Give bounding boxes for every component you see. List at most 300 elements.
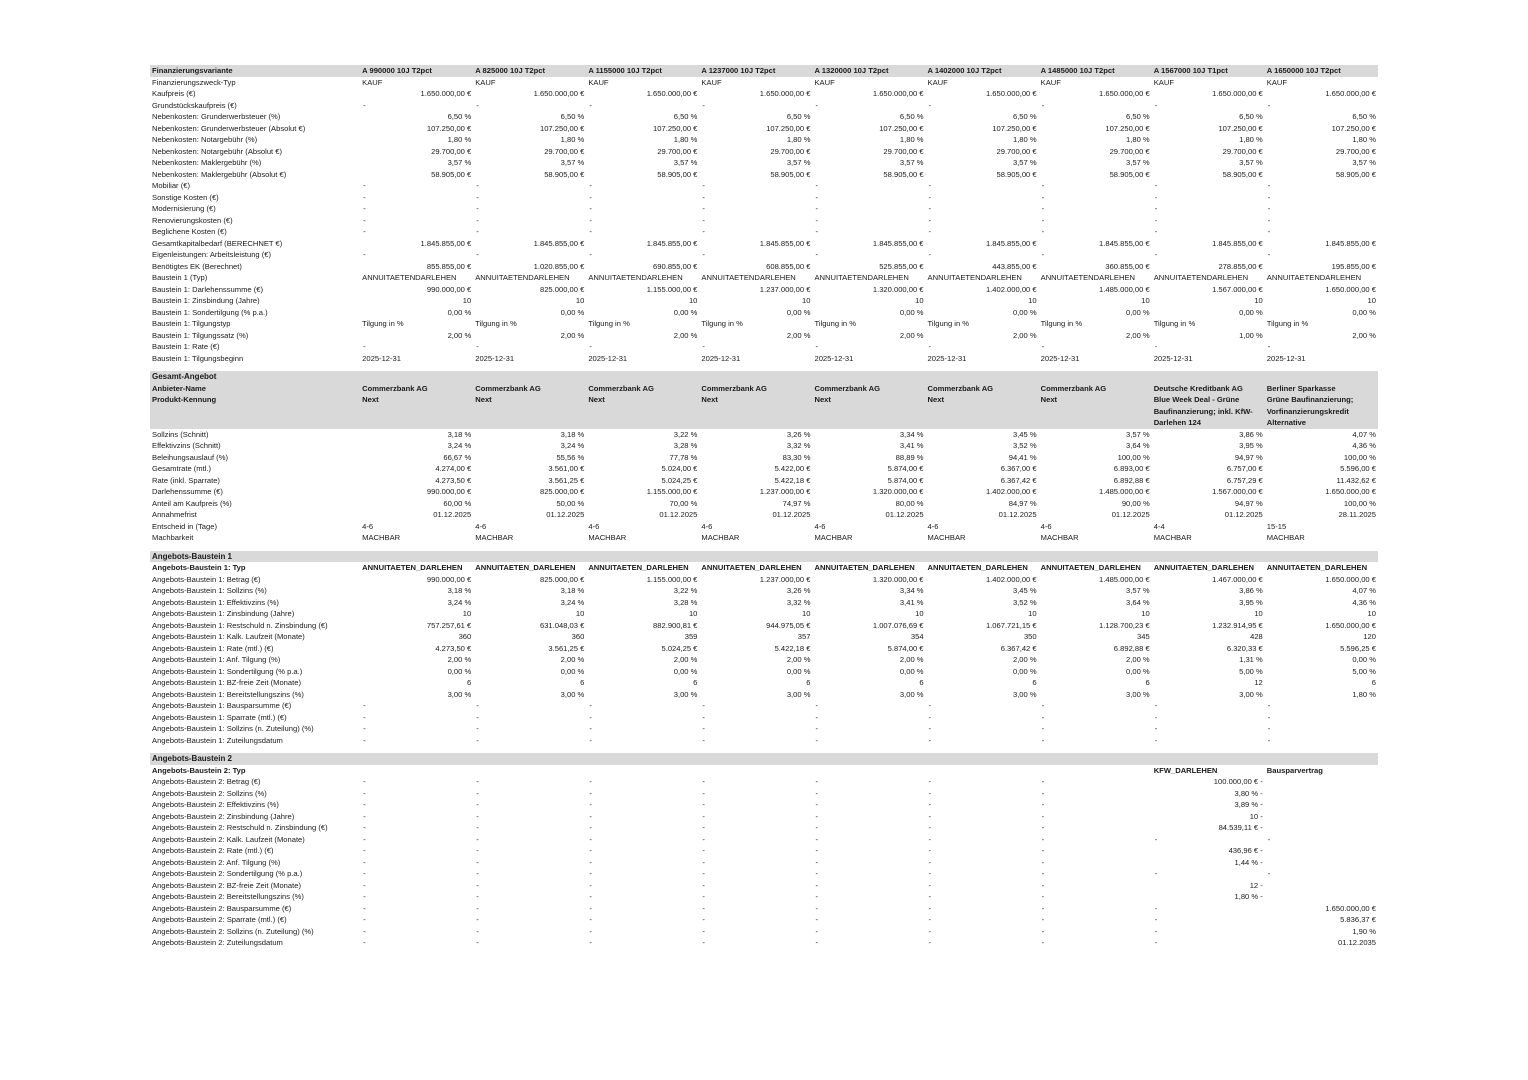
value-cell: 70,00 % [669,498,698,508]
component-row [150,926,1378,938]
value-cell: - [476,823,479,832]
value-cell: - [815,880,818,890]
value-cell: 5.836,37 € [1340,915,1376,924]
value-cell: - [363,181,366,190]
value-cell: - [476,342,479,351]
variant-name: A 1650000 10J T2pct [1265,65,1378,77]
value-cell: 3,89 % - [1234,800,1263,809]
value-cell: 1,80 % [447,135,472,144]
spacer-cell [926,746,1039,753]
value-cell: - [928,869,932,878]
component-row [150,677,1378,689]
value-cell: - [815,777,818,786]
value-cell: KAUF [1040,77,1061,87]
component-row [150,585,1378,597]
value-cell: ANNUITAETENDARLEHEN [588,273,683,282]
component-row [150,822,1378,834]
value-cell: 1.650.000,00 € [646,89,698,98]
value-cell: 1,80 % [1239,135,1263,144]
component-row [150,700,1378,712]
value-cell: 80,00 % [895,498,924,508]
value-cell: 1.320.000,00 € [872,284,924,294]
provider-name: Commerzbank AG [927,383,994,393]
value-cell: - [1267,735,1271,745]
value-cell: - [1154,869,1158,878]
value-cell: 0,00 % [1126,307,1150,317]
value-cell: 107.250,00 € [653,123,698,133]
value-cell: - [589,712,592,722]
value-cell: 1.155.000,00 € [646,487,698,496]
value-cell: - [1267,181,1271,190]
value-cell: - [476,735,479,745]
value-cell: - [1041,181,1045,190]
row-label: Darlehenssumme (€) [152,487,223,496]
value-cell: 5.596,00 € [1340,464,1376,473]
component-row [150,868,1378,880]
value-cell: - [363,215,366,225]
row-label: Angebots-Baustein 2: Bausparsumme (€) [152,903,292,913]
comparison-table [150,65,1378,949]
value-cell: - [1041,735,1045,745]
value-cell: - [928,903,932,913]
value-cell: ANNUITAETENDARLEHEN [1040,273,1135,282]
value-cell: - [928,724,932,733]
value-cell: 10 [802,609,811,618]
row-label: Nebenkosten: Notargebühr (%) [152,135,258,144]
value-cell: 3,57 % [1126,586,1150,595]
value-cell: 0,00 % [1352,655,1376,664]
row-label: Baustein 1 (Typ) [152,273,208,282]
value-cell: 94,97 % [1234,498,1263,508]
value-cell: - [589,777,592,786]
provider-name: Commerzbank AG [588,383,654,393]
value-cell: - [1041,846,1045,855]
row-label: Sollzins (Schnitt) [152,429,209,439]
value-cell: - [815,915,818,924]
header-label: Finanzierungsvariante [150,65,360,77]
value-cell: - [363,926,366,936]
value-cell: 3,57 % [899,158,924,167]
value-cell: 1.845.855,00 € [1212,238,1263,248]
component-row [150,891,1378,903]
section-fill [812,753,925,765]
input-row [150,272,1378,284]
spacer-cell [150,746,360,753]
value-cell: 0,00 % [447,666,472,676]
value-cell: - [1041,227,1045,236]
value-cell: 4-6 [701,521,713,531]
section-fill [473,551,586,563]
value-cell: 4-6 [475,521,487,531]
value-cell: 29.700,00 € [431,146,472,156]
value-cell: - [589,100,592,110]
value-cell: KAUF [1153,77,1174,87]
value-cell: - [1267,192,1271,202]
section-title-row [150,551,1378,563]
input-row [150,192,1378,204]
value-cell: - [1041,192,1045,202]
value-cell: 1,80 % [899,135,924,144]
value-cell: 1.650.000,00 € [872,89,924,98]
value-cell: - [702,204,705,213]
value-cell: 3,64 % [1126,441,1150,450]
value-cell: 3,24 % [560,597,585,607]
section-fill [360,753,473,765]
value-cell: 631.048,03 € [539,620,585,630]
spacer-cell [699,746,812,753]
value-cell: - [476,846,479,855]
spacer-cell [150,364,360,371]
value-cell: - [363,227,366,236]
value-cell: - [1041,250,1045,259]
row-label: Angebots-Baustein 1: Rate (mtl.) (€) [152,643,274,653]
value-cell: 2025-12-31 [362,353,402,363]
value-cell: 01.12.2025 [998,510,1037,519]
value-cell: - [1041,857,1045,867]
value-cell: 107.250,00 € [426,123,472,133]
value-cell: 2,00 % [899,330,924,340]
value-cell: 5.874,00 € [887,643,924,653]
value-cell: 3,34 % [899,429,924,439]
value-cell: - [1041,869,1045,878]
value-cell: 345 [1137,632,1150,641]
value-cell: - [1041,892,1045,901]
value-cell: 757.257,61 € [426,620,472,630]
value-cell: 2025-12-31 [588,353,628,363]
value-cell: Tilgung in % [1266,319,1309,328]
value-cell: - [589,938,592,947]
row-label: Angebots-Baustein 1: Sparrate (mtl.) (€) [152,712,287,722]
input-row [150,123,1378,135]
spacer-cell [360,364,473,371]
value-cell: - [702,215,705,225]
type-value: ANNUITAETEN_DARLEHEN [1153,563,1254,572]
value-cell: - [476,869,479,878]
spacer-row [150,364,1378,371]
value-cell [1265,845,1378,857]
provider-cell [926,383,1039,429]
value-cell: - [815,342,818,351]
value-cell: 58.905,00 € [431,169,472,179]
value-cell: 29.700,00 € [770,146,811,156]
row-label: Finanzierungszweck-Typ [152,77,236,87]
value-cell: 3,57 % [1126,158,1150,167]
value-cell [1265,880,1378,892]
value-cell: 3,57 % [1126,429,1150,439]
value-cell: 1.650.000,00 € [985,89,1037,98]
row-label: Nebenkosten: Maklergebühr (Absolut €) [152,169,287,179]
financing-comparison-sheet [150,65,1378,949]
value-cell: - [1041,903,1045,913]
value-cell: - [815,823,818,832]
section-fill [586,753,699,765]
value-cell: - [928,100,932,110]
value-cell: 107.250,00 € [1331,123,1376,133]
value-cell: 1.467.000,00 € [1212,574,1263,584]
value-cell: 4-6 [927,521,939,531]
offer-row [150,452,1378,464]
provider-labels [150,383,360,429]
value-cell: 4.273,50 € [435,643,472,653]
value-cell: 1.485.000,00 € [1099,487,1150,496]
row-label: Nebenkosten: Grunderwerbsteuer (Absolut €) [152,123,306,133]
section-title: Angebots-Baustein 2 [150,753,360,765]
component-row [150,845,1378,857]
value-cell: 2,00 % [447,330,472,340]
value-cell: 12 [1254,678,1263,687]
offer-row [150,475,1378,487]
component-row [150,834,1378,846]
input-row [150,284,1378,296]
row-label: Angebots-Baustein 1: Bereitstellungszins (%) [152,689,304,699]
value-cell: 6,50 % [1012,112,1037,121]
value-cell: - [589,724,592,733]
value-cell: - [363,777,366,786]
product-name: Next [701,395,718,404]
row-label: Kaufpreis (€) [152,89,196,98]
value-cell: 443.855,00 € [992,261,1037,271]
value-cell: 5.874,00 € [887,464,924,473]
value-cell: - [589,204,592,213]
value-cell: 5.024,00 € [661,464,698,473]
value-cell: - [702,181,705,190]
row-label: Angebots-Baustein 2: Zuteilungsdatum [152,938,283,947]
value-cell: 1.845.855,00 € [759,238,811,248]
value-cell: 3,45 % [1012,429,1037,439]
value-cell: MACHBAR [475,533,514,542]
value-cell: - [363,880,366,890]
input-row [150,215,1378,227]
row-label: Angebots-Baustein 1: BZ-freie Zeit (Monate) [152,678,301,687]
value-cell: 3,00 % [560,689,585,699]
input-row [150,307,1378,319]
value-cell: 2025-12-31 [814,353,854,363]
value-cell: 1.650.000,00 € [1325,903,1376,913]
value-cell: - [476,712,479,722]
value-cell: ANNUITAETENDARLEHEN [927,273,1022,282]
value-cell: - [363,892,366,901]
product-name: Next [1040,395,1058,404]
value-cell: 1,80 % [673,135,698,144]
product-name: Next [588,395,605,404]
value-cell: 0,00 % [673,666,698,676]
value-cell: 6.757,00 € [1226,464,1263,473]
spacer-cell [473,364,586,371]
component-row [150,914,1378,926]
value-cell: 0,00 % [447,307,472,317]
value-cell: 10 [575,296,585,305]
value-cell: - [815,938,818,947]
provider-name: Deutsche Kreditbank AG [1153,383,1243,393]
provider-name: Commerzbank AG [814,383,881,393]
value-cell: 58.905,00 € [657,169,698,179]
value-cell: 66,67 % [443,452,472,462]
value-cell: 1.650.000,00 € [1325,620,1376,630]
value-cell: 3.561,25 € [548,475,585,485]
value-cell: 107.250,00 € [766,123,811,133]
value-cell: 10 [1254,296,1263,305]
value-cell: - [1154,342,1158,351]
value-cell: 0,00 % [1352,307,1376,317]
row-label: Angebots-Baustein 2: Effektivzins (%) [152,800,279,809]
value-cell: - [589,227,592,236]
provider-name: Berliner Sparkasse [1266,383,1336,393]
spacer-cell [1152,544,1265,551]
row-label: Nebenkosten: Maklergebühr (%) [152,158,262,167]
value-cell: - [1267,215,1271,225]
product-name: Blue Week Deal - Grüne Baufinanzierung; inkl. KfW-Darlehen 124 [1153,395,1253,427]
row-label: Sonstige Kosten (€) [152,192,219,202]
component-row [150,735,1378,747]
value-cell: Tilgung in % [588,319,630,328]
value-cell: 436,96 € - [1228,846,1263,855]
value-cell: - [476,915,479,924]
value-cell: - [589,342,592,351]
type-value [360,765,473,777]
value-cell: 3,32 % [786,597,811,607]
input-row [150,100,1378,112]
component-row [150,857,1378,869]
component-row [150,654,1378,666]
row-label: Angebots-Baustein 1: Sollzins (n. Zuteilung) (%) [152,724,314,733]
value-cell: 1.020.855,00 € [533,261,585,271]
value-cell: - [928,701,932,710]
value-cell: 1.155.000,00 € [646,284,698,294]
value-cell: - [589,903,592,913]
value-cell: - [363,938,366,947]
component-row [150,712,1378,724]
input-row [150,146,1378,158]
value-cell: 0,00 % [1126,666,1150,676]
value-cell: 2,00 % [447,655,472,664]
variant-header-row [150,65,1378,77]
spacer-cell [1265,746,1378,753]
value-cell: 83,30 % [782,452,811,462]
value-cell: 3,80 % - [1234,788,1263,798]
value-cell: - [1041,724,1045,733]
value-cell: - [702,800,705,809]
provider-name: Commerzbank AG [362,383,428,393]
provider-name: Commerzbank AG [475,383,541,393]
value-cell: Tilgung in % [362,319,404,328]
type-value: ANNUITAETEN_DARLEHEN [1266,563,1368,572]
value-cell: - [589,926,592,936]
value-cell: 5.024,25 € [661,643,698,653]
value-cell: - [815,892,818,901]
variant-name: A 1402000 10J T2pct [926,65,1039,77]
spacer-cell [1039,746,1152,753]
value-cell: - [363,788,366,798]
value-cell: 1.320.000,00 € [872,487,924,496]
value-cell: 1.128.700,23 € [1099,620,1150,630]
value-cell: 10 [688,296,698,305]
value-cell: 944.975,05 € [766,620,811,630]
value-cell: 990.000,00 € [426,574,472,584]
value-cell: 6,50 % [560,112,585,121]
value-cell: KAUF [1266,77,1288,87]
row-label: Eigenleistungen: Arbeitsleistung (€) [152,250,272,259]
value-cell: - [815,701,818,710]
value-cell: 107.250,00 € [879,123,924,133]
value-cell: 0,00 % [673,307,698,317]
component-row [150,723,1378,735]
value-cell: - [1041,926,1045,936]
component-row [150,666,1378,678]
variant-name: A 1485000 10J T2pct [1039,65,1152,77]
value-cell: - [1041,788,1045,798]
value-cell: 3,24 % [560,441,585,450]
spacer-cell [812,746,925,753]
value-cell: 0,00 % [560,666,585,676]
type-value: ANNUITAETEN_DARLEHEN [814,563,915,572]
value-cell: 1.567.000,00 € [1212,487,1263,496]
section-fill [1039,551,1152,563]
value-cell: - [363,903,366,913]
value-cell: 94,97 % [1234,452,1263,462]
value-cell: - [928,777,932,786]
spacer-cell [473,746,586,753]
value-cell: 195.855,00 € [1331,261,1376,271]
value-cell: 1.650.000,00 € [1325,284,1376,294]
value-cell: 1.485.000,00 € [1099,284,1150,294]
value-cell: 28.11.2025 [1338,510,1376,519]
value-cell: - [928,181,932,190]
value-cell: - [1154,724,1158,733]
value-cell: ANNUITAETENDARLEHEN [475,273,570,282]
value-cell [1265,891,1378,903]
section-fill [360,371,473,383]
value-cell: 990.000,00 € [426,284,472,294]
value-cell: 2025-12-31 [1266,353,1306,363]
value-cell: 1.650.000,00 € [1325,89,1376,98]
value-cell: 100.000,00 € - [1213,777,1263,786]
value-cell: 01.12.2025 [1224,510,1263,519]
value-cell: 1.237.000,00 € [759,574,811,584]
value-cell: - [1154,735,1158,745]
value-cell: 1.650.000,00 € [759,89,811,98]
value-cell: 1,80 % [786,135,811,144]
value-cell: 29.700,00 € [1222,146,1263,156]
value-cell: 4-6 [1040,521,1052,531]
value-cell: 1.650.000,00 € [1325,574,1376,584]
value-cell: 1.232.914,95 € [1212,620,1263,630]
value-cell: - [815,800,818,809]
value-cell: 1.845.855,00 € [1325,238,1376,248]
value-cell: - [476,100,479,110]
value-cell: 6 [1032,678,1037,687]
section-fill [1039,753,1152,765]
value-cell: 3,64 % [1126,597,1150,607]
value-cell: 3,24 % [447,597,472,607]
section-fill [1152,371,1265,383]
value-cell: Tilgung in % [1153,319,1196,328]
value-cell: - [928,926,932,936]
input-row [150,249,1378,261]
value-cell: 01.12.2025 [659,510,698,519]
value-cell: - [1154,926,1158,936]
value-cell: 58.905,00 € [996,169,1037,179]
value-cell: - [928,215,932,225]
value-cell: - [1041,823,1045,832]
value-cell: - [702,100,705,110]
value-cell: 100,00 % [1117,452,1150,462]
value-cell: 10 [915,609,924,618]
value-cell: 3,57 % [1239,158,1263,167]
value-cell: 3,00 % [786,689,811,699]
value-cell: 11.432,62 € [1336,475,1376,485]
value-cell: 2,00 % [1126,655,1150,664]
value-cell: 3,41 % [899,597,924,607]
